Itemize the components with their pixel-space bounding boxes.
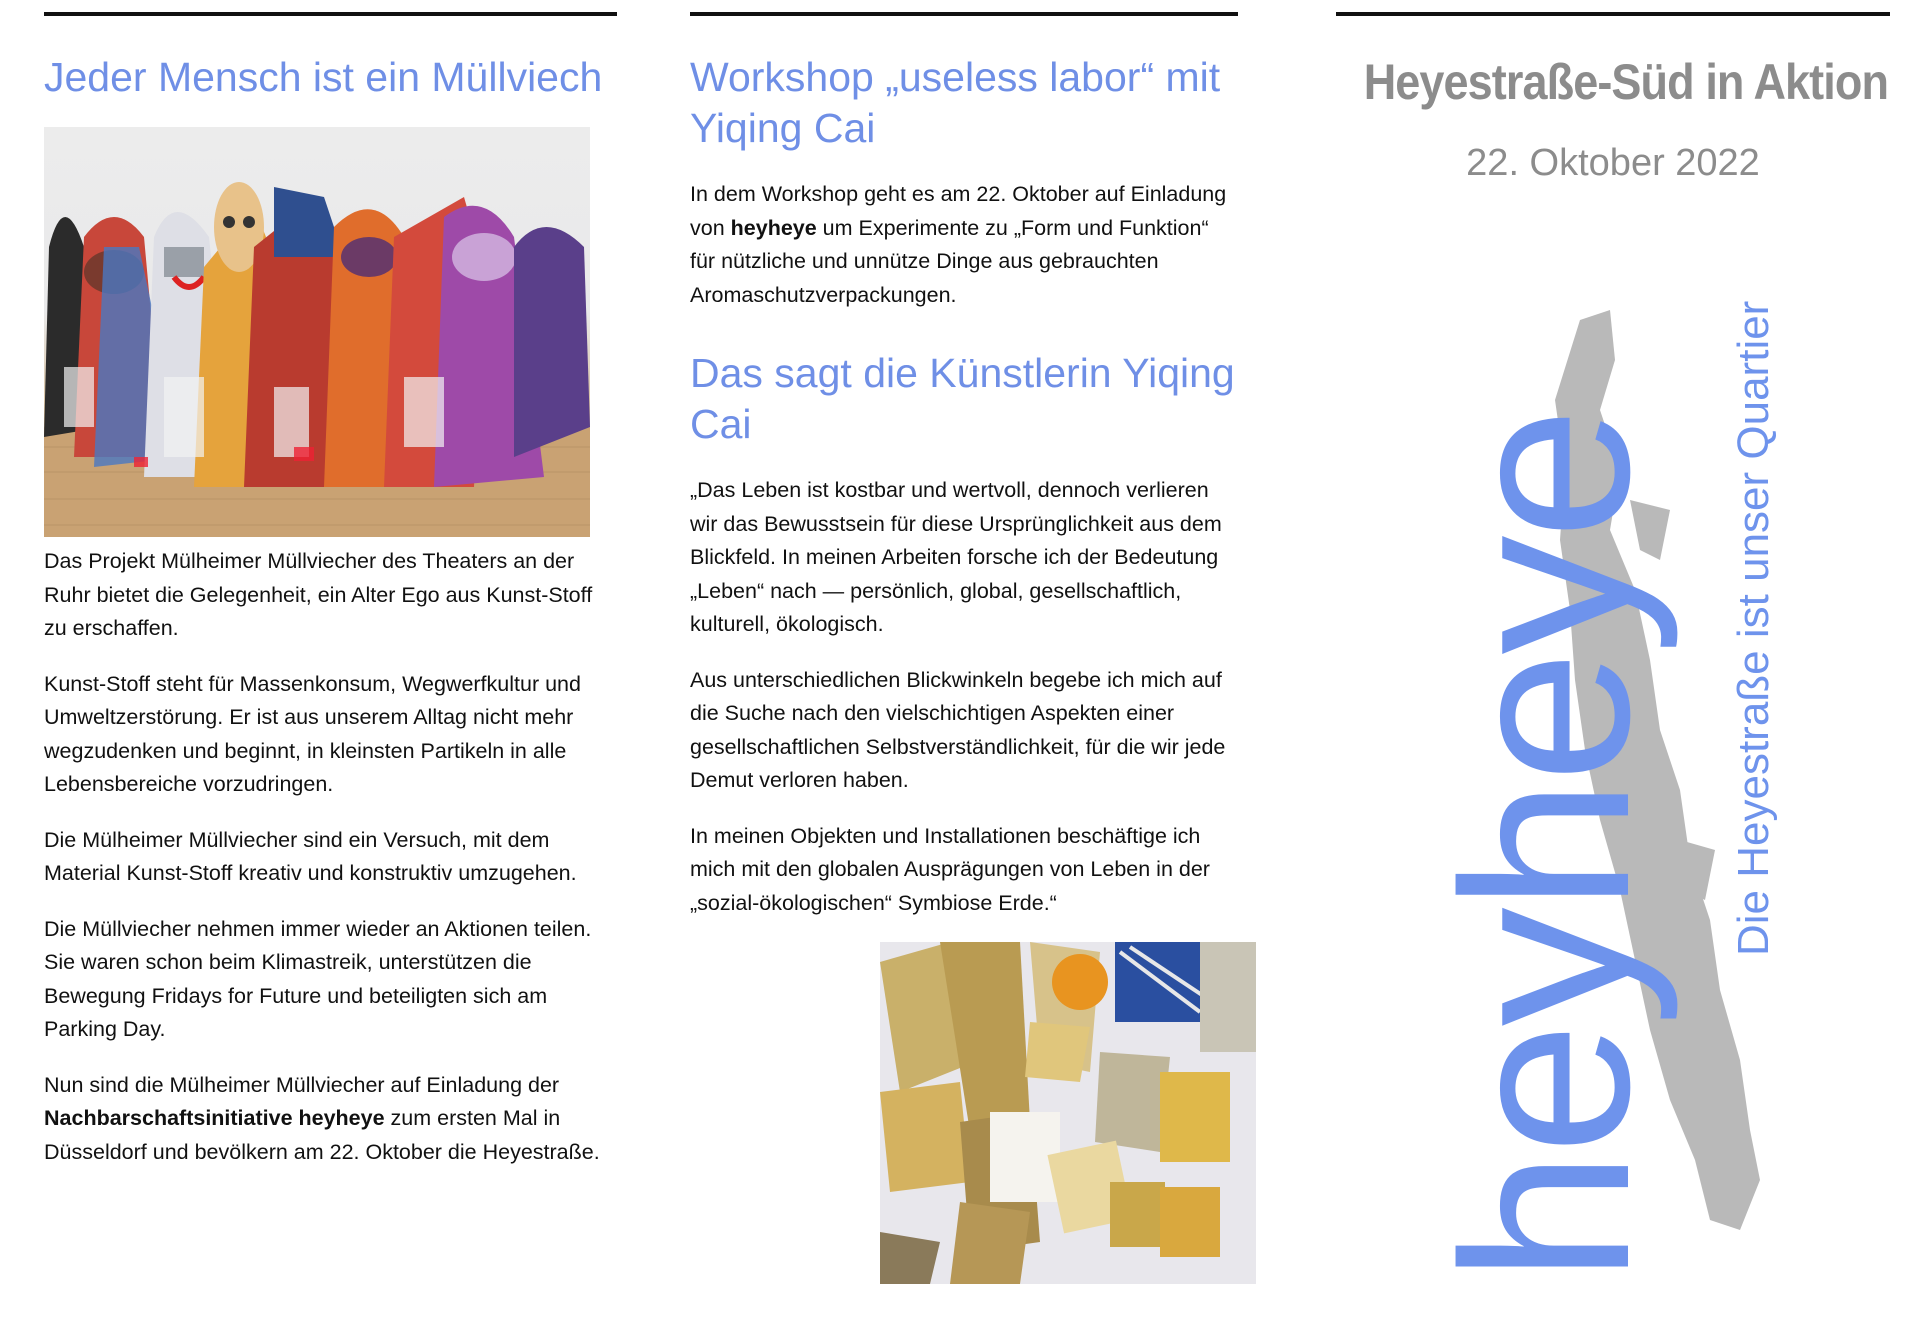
muellviecher-illustration <box>44 127 590 537</box>
column-cover <box>1336 12 1890 186</box>
einladung-text-a: Nun sind die Mülheimer Müllviecher auf Einladung der <box>44 1072 560 1097</box>
quote-paragraph-3: In meinen Objekten und Installationen beschäftige ich mich mit den globalen Ausprägungen von Leben in der „sozial-ökologischen“ Symbiose Erde.“ <box>690 823 1210 915</box>
paragraph-workshop <box>690 178 1238 312</box>
column-rule <box>690 12 1238 16</box>
slogan: Die Heyestraße ist unser Quartier <box>1729 300 1778 956</box>
paragraph-project: Das Projekt Mülheimer Müllviecher des Theaters an der Ruhr bietet die Gelegenheit, ein Alter Ego aus Kunst-Stoff zu erschaffen. <box>44 549 593 640</box>
brand-heyheye: heyheye <box>1414 411 1679 1283</box>
column-rule <box>1336 12 1890 16</box>
paragraph-versuch: Die Mülheimer Müllviecher sind ein Versuch, mit dem Material Kunst-Stoff kreativ und konstruktiv umzugehen. <box>44 827 577 885</box>
heading-workshop: Workshop „useless labor“ mit Yiqing Cai <box>690 54 1221 151</box>
heading-muellviech: Jeder Mensch ist ein Müllviech <box>44 54 603 100</box>
column-workshop <box>690 12 1238 1284</box>
quote-paragraph-1: „Das Leben ist kostbar und wertvoll, dennoch verlieren wir das Bewusstsein für diese Ursprünglichkeit aus dem Blickfeld. In meinen Arbeiten forsche ich der Bedeutung „Leben“ nach — persönlich, global, gesellschaftlich, kulturell, ökologisch. <box>690 478 1222 636</box>
column-rule <box>44 12 617 16</box>
event-title: Heyestraße-Süd in Aktion <box>1363 54 1889 110</box>
column-muellviecher <box>44 12 617 1191</box>
paragraph-aktionen: Die Müllviecher nehmen immer wieder an Aktionen teilen. Sie waren schon beim Klimastreik, unterstützen die Bewegung Fridays for Future und beteiligten sich am Parking Day. <box>44 916 592 1041</box>
einladung-text-c: zum ersten Mal in Düsseldorf und bevölkern am 22. Oktober die Heyestraße. <box>44 1106 600 1164</box>
paragraph-kunststoff: Kunst-Stoff steht für Massenkonsum, Wegwerfkultur und Umweltzerstörung. Er ist aus unserem Alltag nicht mehr wegzudenken und beginnt, in kleinsten Partikeln in alle Lebensbereiche vorzudringen. <box>44 671 581 796</box>
packaging-photo <box>880 942 1256 1284</box>
workshop-text-a: In dem Workshop geht es am 22. Oktober auf Einladung von <box>690 182 1227 240</box>
paragraph-einladung <box>44 1069 617 1170</box>
muellviecher-photo <box>44 127 590 537</box>
quote-paragraph-2: Aus unterschiedlichen Blickwinkeln begebe ich mich auf die Suche nach den vielschichtigen Aspekten einer gesellschaftlichen Selbstverständlichkeit, für die wir jede Demut verloren haben. <box>690 667 1226 792</box>
packaging-illustration <box>880 942 1256 1284</box>
initiative-name: Nachbarschaftsinitiative heyheye <box>44 1106 385 1130</box>
heading-kuenstlerin: Das sagt die Künstlerin Yiqing Cai <box>690 350 1235 447</box>
workshop-text-c: um Experimente zu „Form und Funktion“ für nützliche und unnütze Dinge aus gebrauchten Aromaschutzverpackungen. <box>690 215 1209 307</box>
brand-inline: heyheye <box>730 215 817 240</box>
event-date: 22. Oktober 2022 <box>1466 142 1760 184</box>
